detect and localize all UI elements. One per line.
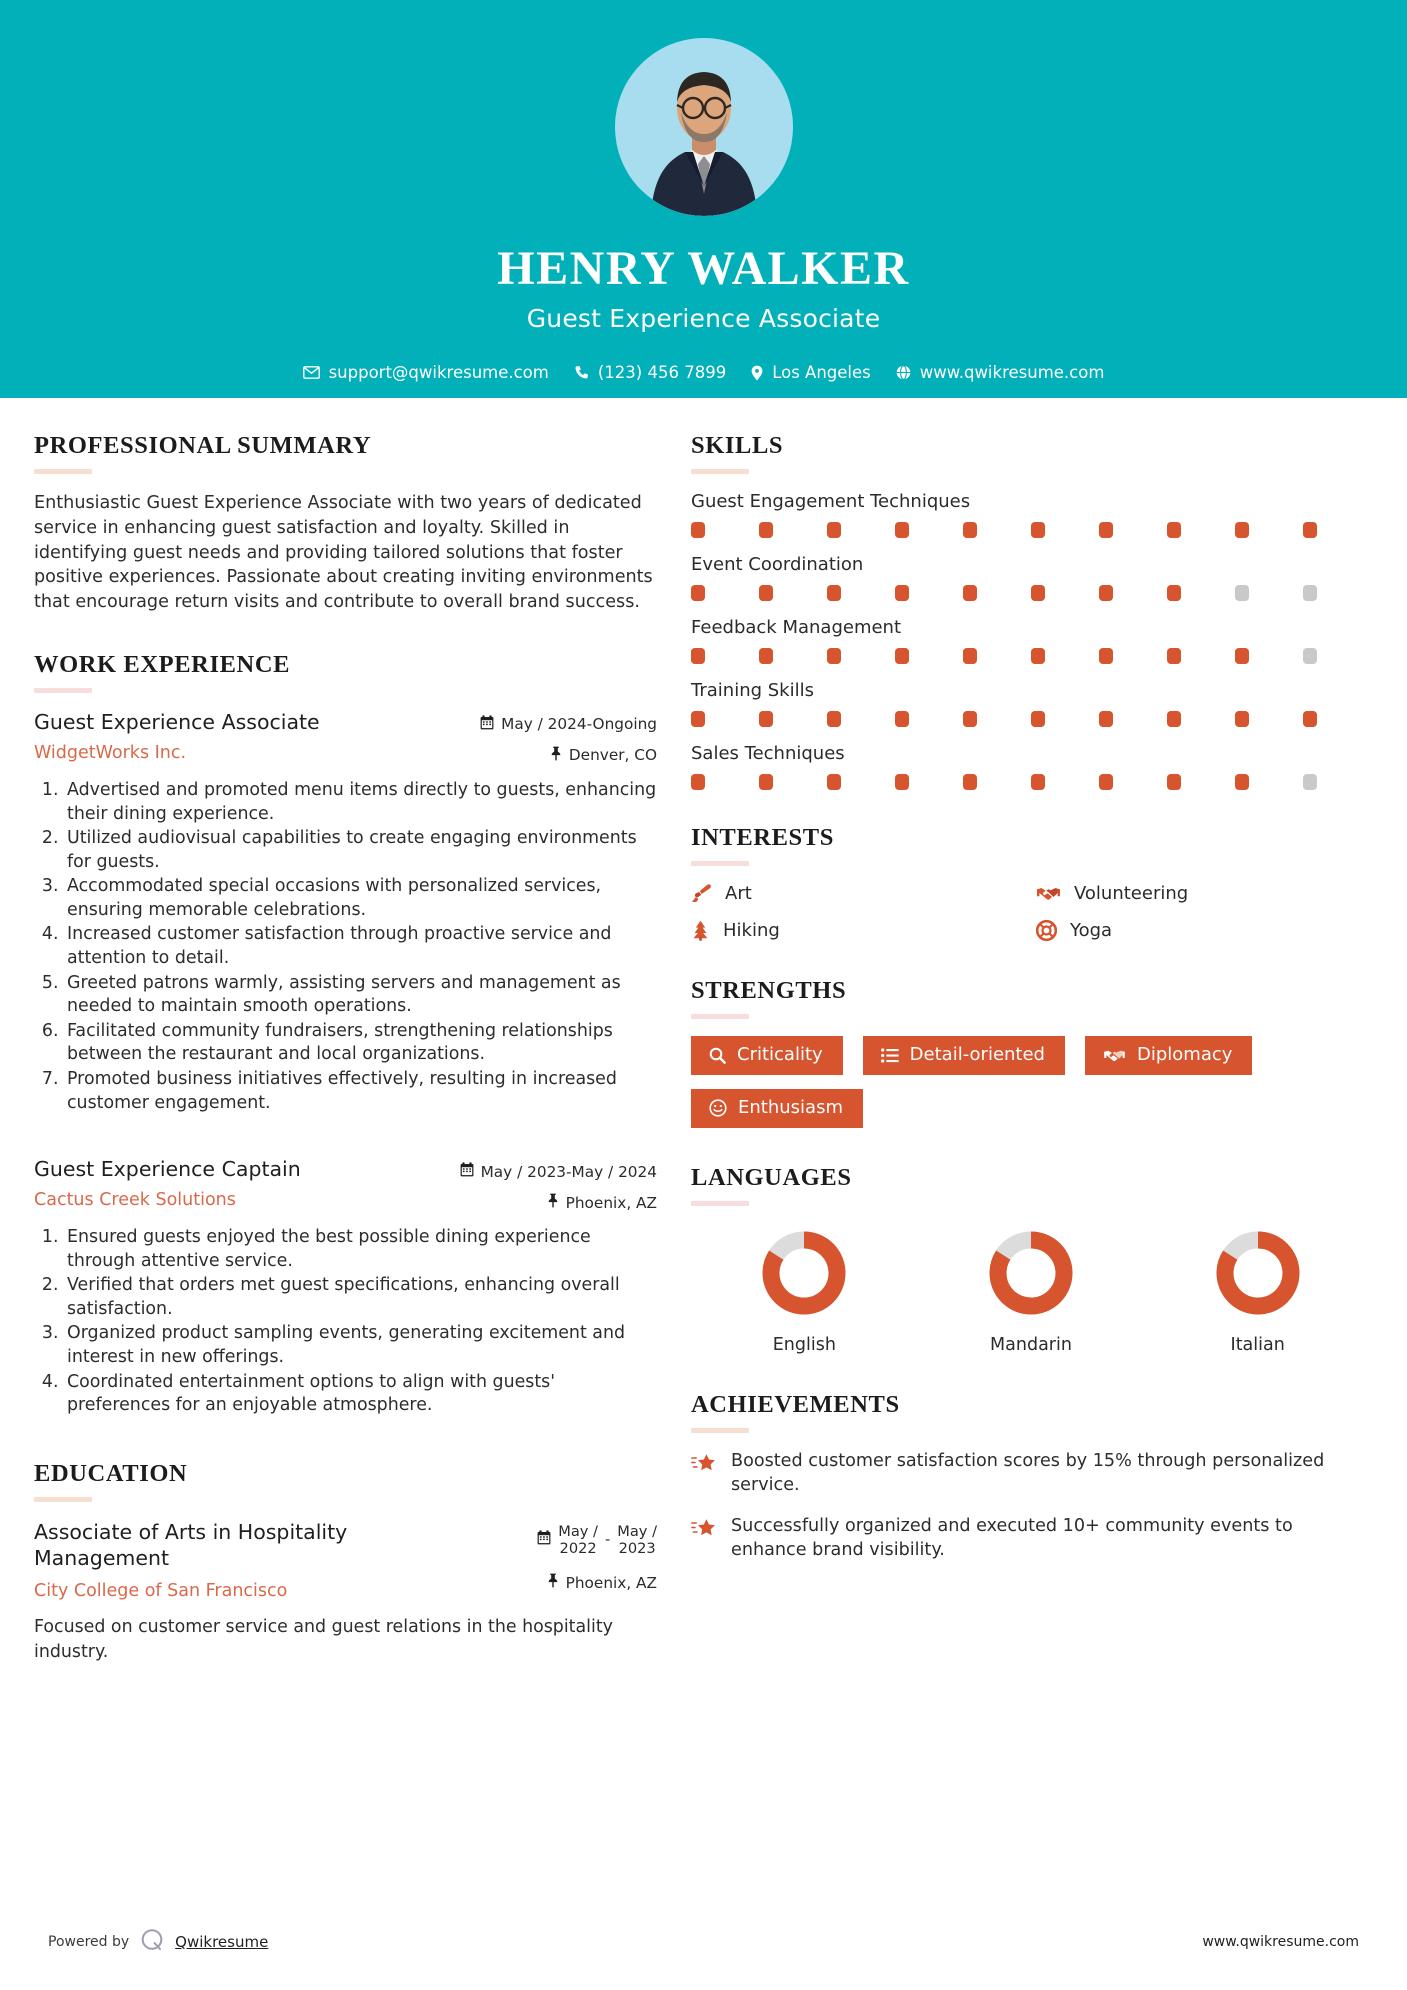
section-divider xyxy=(691,469,749,474)
section-divider xyxy=(691,1014,749,1019)
interest-item xyxy=(691,920,1026,941)
resume-body xyxy=(0,398,1407,1664)
skill-dot-filled xyxy=(1099,522,1113,538)
experience-bullet: 3. Organized product sampling events, generating excitement and interest in new offerings. xyxy=(64,1322,657,1369)
interests-heading: INTERESTS xyxy=(691,824,834,851)
skill-dot-filled xyxy=(759,585,773,601)
interest-item xyxy=(691,883,1026,904)
language-item xyxy=(918,1223,1145,1355)
education-end-date xyxy=(617,1523,657,1557)
experience-bullet: 4. Increased customer satisfaction through proactive service and attention to detail. xyxy=(64,923,657,970)
experience-dates-text: May / 2024-Ongoing xyxy=(501,715,657,734)
skill-dot-filled xyxy=(963,522,977,538)
experience-location xyxy=(460,1193,657,1212)
achievement-text: Successfully organized and executed 10+ community events to enhance brand visibility. xyxy=(731,1515,1293,1560)
section-achievements xyxy=(691,1391,1371,1563)
skill-dot-filled xyxy=(1235,711,1249,727)
experience-bullet: 5. Greeted patrons warmly, assisting servers and management as needed to maintain smooth operations. xyxy=(64,972,657,1019)
experience-bullet: 6. Facilitated community fundraisers, strengthening relationships between the restaurant and local organizations. xyxy=(64,1020,657,1067)
calendar-icon xyxy=(460,1162,474,1181)
education-end-year: 2023 xyxy=(618,1539,656,1557)
experience-bullet: 1. Advertised and promoted menu items directly to guests, enhancing their dining experience. xyxy=(64,779,657,826)
skill-dot-empty xyxy=(1303,585,1317,601)
contact-phone-text: (123) 456 7899 xyxy=(597,363,727,383)
right-column xyxy=(691,398,1371,1580)
experience-bullet: 7. Promoted business initiatives effectively, resulting in increased customer engagement. xyxy=(64,1068,657,1115)
job-title: Guest Experience Associate xyxy=(526,304,881,334)
handshake-icon xyxy=(1036,884,1061,903)
skill-name: Sales Techniques xyxy=(691,743,845,764)
star-shooting-icon xyxy=(691,1518,717,1542)
left-column xyxy=(34,398,657,1664)
experience-company: WidgetWorks Inc. xyxy=(34,742,187,763)
skill-dot-filled xyxy=(827,522,841,538)
skill-dot-filled xyxy=(1031,774,1045,790)
experience-bullet: 3. Accommodated special occasions with personalized services, ensuring memorable celebrations. xyxy=(64,875,657,922)
smiley-icon xyxy=(709,1099,727,1117)
skill-dot-filled xyxy=(827,774,841,790)
skill-dot-filled xyxy=(691,522,705,538)
skill-dot-filled xyxy=(1031,522,1045,538)
strength-chip-criticality[interactable] xyxy=(691,1036,843,1075)
experience-bullets xyxy=(34,779,657,1115)
strength-chip-detail-oriented[interactable] xyxy=(863,1036,1065,1075)
resume-header xyxy=(0,0,1407,398)
languages-heading: LANGUAGES xyxy=(691,1164,852,1191)
section-work-experience xyxy=(34,651,657,1418)
avatar xyxy=(615,38,793,216)
section-divider xyxy=(34,1497,92,1502)
phone-icon xyxy=(574,365,589,380)
globe-icon xyxy=(896,365,911,380)
experience-entry xyxy=(34,710,657,1115)
skill-dot-filled xyxy=(759,648,773,664)
skill-dot-filled xyxy=(1235,774,1249,790)
strength-label: Diplomacy xyxy=(1136,1044,1233,1065)
experience-dates xyxy=(480,715,657,734)
education-entry xyxy=(34,1519,657,1601)
achievement-text: Boosted customer satisfaction scores by 15% through personalized service. xyxy=(731,1451,1325,1495)
experience-bullet: 1. Ensured guests enjoyed the best possible dining experience through attentive service. xyxy=(64,1226,657,1273)
section-professional-summary xyxy=(34,432,657,615)
skill-dot-filled xyxy=(1099,711,1113,727)
skill-dot-filled xyxy=(1099,648,1113,664)
section-interests xyxy=(691,824,1371,941)
skill-dot-empty xyxy=(1235,585,1249,601)
strength-label: Enthusiasm xyxy=(738,1097,843,1118)
section-divider xyxy=(691,861,749,866)
skill-dot-empty xyxy=(1303,648,1317,664)
experience-company: Cactus Creek Solutions xyxy=(34,1189,236,1210)
interest-item xyxy=(1036,883,1371,904)
skill-dot-filled xyxy=(1167,585,1181,601)
skill-rating xyxy=(691,522,1371,538)
contact-location xyxy=(751,363,871,382)
skill-dot-filled xyxy=(827,585,841,601)
skill-dot-filled xyxy=(691,648,705,664)
skills-heading: SKILLS xyxy=(691,432,784,459)
education-location xyxy=(537,1573,657,1592)
skill-row xyxy=(691,491,1371,538)
skill-dot-filled xyxy=(895,774,909,790)
achievement-item xyxy=(691,1515,1371,1563)
skill-rating xyxy=(691,648,1371,664)
contact-email[interactable] xyxy=(303,363,549,382)
strengths-heading: STRENGTHS xyxy=(691,977,847,1004)
skill-dot-filled xyxy=(895,585,909,601)
experience-role: Guest Experience Captain xyxy=(34,1157,301,1182)
interest-item xyxy=(1036,920,1371,941)
skill-dot-filled xyxy=(759,522,773,538)
paint-brush-icon xyxy=(691,883,712,904)
experience-bullet: 4. Coordinated entertainment options to align with guests' preferences for an enjoyable atmosphere. xyxy=(64,1371,657,1418)
experience-dates-text: May / 2023-May / 2024 xyxy=(480,1162,657,1181)
skill-dot-filled xyxy=(1303,711,1317,727)
education-heading: EDUCATION xyxy=(34,1459,188,1487)
language-label: Mandarin xyxy=(990,1335,1072,1355)
skill-row xyxy=(691,680,1371,727)
work-heading: WORK EXPERIENCE xyxy=(34,650,291,678)
skill-dot-filled xyxy=(1303,522,1317,538)
section-education xyxy=(34,1460,657,1664)
skill-row xyxy=(691,617,1371,664)
section-divider xyxy=(34,688,92,693)
skill-dot-filled xyxy=(759,711,773,727)
skill-dot-filled xyxy=(1031,711,1045,727)
strengths-list xyxy=(691,1036,1371,1128)
skill-dot-filled xyxy=(895,711,909,727)
skill-dot-filled xyxy=(827,648,841,664)
list-icon xyxy=(881,1048,899,1063)
skill-dot-filled xyxy=(827,711,841,727)
skill-dot-filled xyxy=(1167,711,1181,727)
skill-rating xyxy=(691,774,1371,790)
skill-name: Feedback Management xyxy=(691,617,902,638)
footer-url[interactable]: www.qwikresume.com xyxy=(1202,1934,1359,1950)
contact-row xyxy=(303,363,1105,382)
section-languages xyxy=(691,1164,1371,1355)
skill-dot-filled xyxy=(1235,648,1249,664)
skill-dot-filled xyxy=(1031,585,1045,601)
section-divider xyxy=(691,1201,749,1206)
envelope-icon xyxy=(303,366,320,379)
skill-rating xyxy=(691,585,1371,601)
life-ring-icon xyxy=(1036,920,1057,941)
skill-dot-filled xyxy=(1167,774,1181,790)
skill-dot-filled xyxy=(1167,522,1181,538)
contact-location-text: Los Angeles xyxy=(772,363,871,383)
star-shooting-icon xyxy=(691,1453,717,1477)
experience-role: Guest Experience Associate xyxy=(34,709,320,734)
interest-label: Yoga xyxy=(1070,920,1113,941)
experience-location-text: Phoenix, AZ xyxy=(565,1193,657,1212)
skill-dot-filled xyxy=(963,711,977,727)
language-label: English xyxy=(772,1335,836,1355)
contact-website-text: www.qwikresume.com xyxy=(919,363,1105,383)
skill-dot-filled xyxy=(895,648,909,664)
skills-list xyxy=(691,491,1371,790)
language-donut-chart xyxy=(1208,1223,1308,1323)
language-item xyxy=(691,1223,918,1355)
skill-name: Guest Engagement Techniques xyxy=(691,491,971,512)
pushpin-icon xyxy=(550,746,562,765)
search-icon xyxy=(709,1047,726,1064)
experience-location-text: Denver, CO xyxy=(568,746,657,765)
interests-grid xyxy=(691,883,1371,941)
education-end-month: May / xyxy=(617,1522,657,1540)
section-strengths xyxy=(691,977,1371,1128)
powered-by-label: Powered by xyxy=(48,1934,130,1950)
calendar-icon xyxy=(537,1530,551,1549)
pushpin-icon xyxy=(547,1573,559,1592)
skill-name: Event Coordination xyxy=(691,554,864,575)
skill-dot-filled xyxy=(1099,774,1113,790)
interest-label: Hiking xyxy=(723,920,780,941)
language-donut-chart xyxy=(754,1223,854,1323)
achievement-item xyxy=(691,1450,1371,1498)
skill-dot-filled xyxy=(963,585,977,601)
experience-dates xyxy=(460,1162,657,1181)
skill-dot-filled xyxy=(691,711,705,727)
strength-label: Criticality xyxy=(737,1044,823,1065)
section-divider xyxy=(691,1428,749,1433)
education-start-year: 2022 xyxy=(559,1539,597,1557)
experience-location xyxy=(480,746,657,765)
powered-by-block xyxy=(48,1927,268,1957)
contact-website[interactable] xyxy=(896,363,1105,382)
skill-name: Training Skills xyxy=(691,680,814,701)
skill-dot-empty xyxy=(1303,774,1317,790)
qwikresume-logo-icon xyxy=(139,1927,165,1957)
education-location-text: Phoenix, AZ xyxy=(565,1573,657,1592)
experience-bullets xyxy=(34,1226,657,1418)
skill-row xyxy=(691,743,1371,790)
language-item xyxy=(1144,1223,1371,1355)
page-footer xyxy=(0,1894,1407,1990)
education-description: Focused on customer service and guest relations in the hospitality industry. xyxy=(34,1617,613,1662)
pushpin-icon xyxy=(547,1193,559,1212)
language-donut-chart xyxy=(981,1223,1081,1323)
summary-text: Enthusiastic Guest Experience Associate with two years of dedicated service in enhancing guest satisfaction and loyalty. Skilled in identifying guest needs and providing tailored solutions that foster positive experiences. Passionate about creating inviting environments that encourage return visits and contribute to overall brand success. xyxy=(34,493,653,613)
skill-dot-filled xyxy=(691,585,705,601)
language-label: Italian xyxy=(1230,1335,1285,1355)
languages-grid xyxy=(691,1223,1371,1355)
education-start-date xyxy=(558,1523,598,1557)
handshake-icon xyxy=(1103,1047,1126,1064)
education-dates xyxy=(537,1523,657,1557)
skill-dot-filled xyxy=(1099,585,1113,601)
interest-label: Volunteering xyxy=(1074,883,1189,904)
section-divider xyxy=(34,469,92,474)
skill-dot-filled xyxy=(1235,522,1249,538)
qwikresume-brand-link[interactable]: Qwikresume xyxy=(175,1933,269,1951)
avatar-photo xyxy=(615,38,793,216)
map-pin-icon xyxy=(751,365,763,381)
contact-phone[interactable] xyxy=(574,363,726,382)
tree-icon xyxy=(691,920,710,941)
education-school: City College of San Francisco xyxy=(34,1581,288,1602)
section-skills xyxy=(691,432,1371,790)
skill-dot-filled xyxy=(963,648,977,664)
summary-heading: PROFESSIONAL SUMMARY xyxy=(34,432,372,459)
experience-bullet: 2. Utilized audiovisual capabilities to create engaging environments for guests. xyxy=(64,827,657,874)
skill-dot-filled xyxy=(1167,648,1181,664)
skill-dot-filled xyxy=(1031,648,1045,664)
education-date-separator: - xyxy=(604,1531,611,1549)
skill-dot-filled xyxy=(895,522,909,538)
interest-label: Art xyxy=(725,883,752,904)
strength-chip-enthusiasm[interactable] xyxy=(691,1089,863,1128)
skill-row xyxy=(691,554,1371,601)
calendar-icon xyxy=(480,715,494,734)
achievements-heading: ACHIEVEMENTS xyxy=(691,1391,900,1418)
experience-entry xyxy=(34,1157,657,1418)
contact-email-text: support@qwikresume.com xyxy=(328,363,549,383)
skill-dot-filled xyxy=(963,774,977,790)
skill-rating xyxy=(691,711,1371,727)
strength-chip-diplomacy[interactable] xyxy=(1085,1036,1252,1075)
skill-dot-filled xyxy=(759,774,773,790)
skill-dot-filled xyxy=(691,774,705,790)
page-title: HENRY WALKER xyxy=(497,242,910,295)
education-degree: Associate of Arts in Hospitality Management xyxy=(34,1519,348,1570)
experience-bullet: 2. Verified that orders met guest specifications, enhancing overall satisfaction. xyxy=(64,1274,657,1321)
education-start-month: May / xyxy=(558,1522,598,1540)
strength-label: Detail-oriented xyxy=(909,1044,1045,1065)
